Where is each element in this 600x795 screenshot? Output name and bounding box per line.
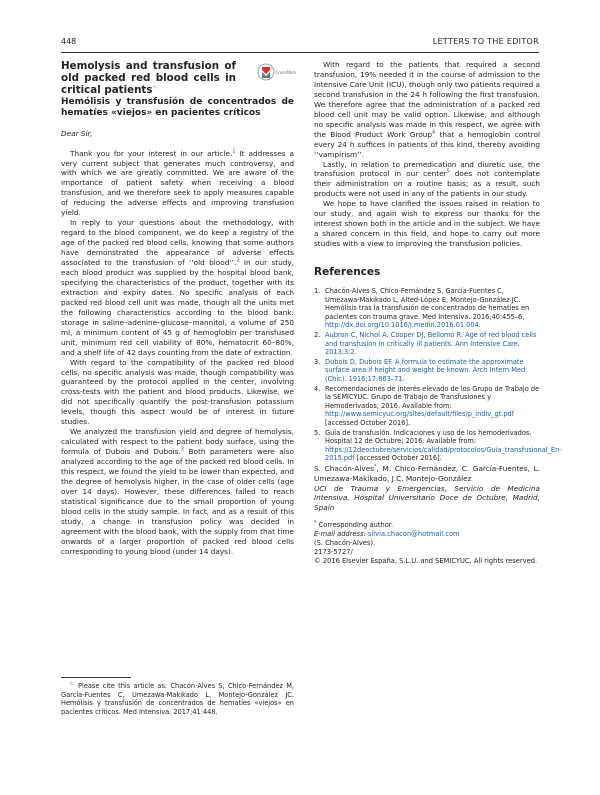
body-paragraph — [61, 149, 294, 219]
reference-number: 1. — [314, 287, 321, 296]
reference-link[interactable]: Dubois D, Dubois EF. A formula to estimate the approximate surface area if height and weight be known. Arch Intern Med (Chic). 1916;17:863–71. — [325, 357, 526, 383]
other-authors: , M. Chico-Fernández, C. García-Fuentes, L. Umezawa-Makikado, J.C. Montejo-González — [314, 463, 540, 483]
paragraph-text: Both parameters were also analyzed according to the age of the packed red blood cells. In this respect, we found the yield to be lower than expected, and the degree of hemolysis higher, in the case of older cells (age over 14 days). However, these differences failed to reach statistical significance due to the small proportion of young blood cells in the study sample. In fact, and as a result of this study, a change in transfusion policy was decided in agreement with the blood bank, with the supply from that time onwards of a larger proportion of packed red blood cells corresponding to young blood (under 14 days). — [61, 447, 294, 556]
reference-text: Chacón-Alves S, Chico-Fernández S, García-Fuentes C, Umezawa-Makikado L, Alted-López E, Montejo-González JC. Hemólisis tras la transfusión de concentrados de hematíes en pacientes con trauma grave. Med Intensiva. 2016;40:455–6, — [325, 287, 530, 321]
footnote-text — [61, 682, 294, 717]
paragraph-text: With regard to the compatibility of the packed red blood cells, no specific analysis was made, though compatibility was guaranteed by the protocol applied in the center, involving cross-tests with the patient and blood products. Likewise, we did not specifically quantify the post-transfusion potassium levels, though this aspect would be of interest in future studies. — [61, 357, 294, 427]
issn: 2173-5727/ — [314, 547, 353, 556]
reference-text: [accessed October 2016]. — [354, 454, 442, 463]
paragraph-text: does not contemplate their administration on a routine basis; as a result, such products were not used in any of the patients in our study. — [314, 169, 540, 199]
reference-number: 4. — [314, 384, 321, 393]
reference-link[interactable]: http://dx.doi.org/10.1016/j.medin.2016.01.004 — [325, 321, 479, 330]
body-paragraph — [314, 160, 540, 200]
page-header — [61, 37, 539, 49]
salutation: Dear Sir, — [61, 128, 93, 138]
paragraph-text: Thank you for your interest in our article. — [70, 148, 233, 158]
corresponding-author-note — [314, 521, 540, 530]
footnote-mark: ☆ — [69, 680, 75, 687]
copyright: © 2016 Elsevier España, S.L.U. and SEMICYUC. All rights reserved. — [314, 556, 538, 565]
paragraph-text: that a hemoglobin control every 24 h suffices in patients of this kind, thereby avoiding ‘‘vampirism’’. — [314, 129, 540, 159]
reference-text: [accessed October 2016]. — [325, 418, 411, 427]
body-paragraph — [314, 60, 540, 160]
section-title: LETTERS TO THE EDITOR — [432, 37, 539, 46]
citation-link[interactable]: 1 — [232, 148, 236, 155]
reference-number: 3. — [314, 357, 321, 366]
references-title: References — [314, 266, 381, 279]
author-affiliation: UCI de Trauma y Emergencias, Servicio de Medicina Intensiva, Hospital Universitario Doce de Octubre, Madrid, Spain — [314, 483, 540, 513]
first-author: S. Chacón-Alves — [314, 463, 375, 473]
reference-item — [314, 331, 540, 357]
references-list — [314, 287, 562, 463]
paragraph-text: It addresses a very current subject that generates much controversy, and with which we are greatly committed. We are aware of the importance of patient safety when receiving a blood transfusion, and we therefore seek to apply measures capable of reducing the adverse effects and improving transfusion yield. — [61, 148, 294, 218]
reference-number: 2. — [314, 331, 321, 340]
corresponding-label: Corresponding author. — [318, 521, 394, 530]
corresponding-mark[interactable]: * — [374, 463, 377, 470]
article-title-es: Hemólisis y transfusión de concentrados de hematíes «viejos» en pacientes críticos — [61, 96, 294, 118]
body-paragraph — [61, 427, 294, 556]
header-rule — [61, 52, 539, 53]
body-paragraph — [61, 218, 294, 357]
citation-link[interactable]: 2 — [236, 257, 240, 264]
author-line — [314, 464, 540, 484]
paragraph-text: In our study, each blood product was supplied by the hospital blood bank, specifying the characteristics of the product, together with its extraction and expiry dates. No specific analysis of each packed red blood cell unit was made, though all the units met the following characteristics according to the blood bank: storage in saline–adenine–glucose–mannitol, a volume of 250 ml, a minimum content of 45 g of hemoglobin per transfused unit, minimum red cell viability of 80%, hematocrit 60–80%, and a shelf life of 42 days counting from the date of extraction. — [61, 258, 294, 357]
corresponding-note-mark: * — [314, 520, 317, 527]
footnote-rule — [61, 677, 131, 678]
contact-block — [314, 521, 540, 565]
left-paragraphs — [61, 149, 294, 557]
left-column — [61, 60, 297, 557]
reference-link[interactable]: https://12deoctubre/servicios/calidad/protocolos/Guia_transfusional_En-2015.pdf — [325, 445, 562, 463]
body-paragraph — [61, 358, 294, 428]
citation-link[interactable]: 5 — [446, 169, 450, 176]
reference-item — [314, 385, 540, 428]
reference-link[interactable]: http://www.semicyuc.org/sites/default/files/p_indiv_gt.pdf — [325, 410, 515, 419]
paragraph-text: We hope to have clarified the issues raised in relation to our study, and again wish to express our thanks for the interest shown both in the article and in the subject. We have a shared concern in this field, and hope to carry out more studies with a view to improving the transfusion policies. — [314, 199, 540, 249]
page-number: 448 — [61, 37, 77, 46]
citation-link[interactable]: 3 — [180, 446, 184, 453]
article-title-en — [61, 60, 236, 97]
email-name: (S. Chacón-Alves). — [314, 538, 376, 547]
article-title-en-text: Hemolysis and transfusion of old packed red blood cells in critical patients — [61, 60, 236, 97]
reference-item — [314, 287, 540, 330]
footnote — [61, 677, 294, 717]
reference-item — [314, 428, 562, 463]
reference-text: Guía de transfusión. Indicaciones y uso de los hemoderivados. Hospital 12 de Octubre; 2016. Available from: — [325, 428, 532, 446]
right-paragraphs — [314, 60, 540, 249]
paragraph-text: Lastly, in relation to premedication and diuretic use, the transfusion protocol in our center — [314, 159, 540, 179]
paragraph-text: We analyzed the transfusion yield and degree of hemolysis, calculated with respect to the patient body surface, using the formula of Dubois and Dubois. — [61, 427, 294, 457]
crossmark-logo-icon[interactable] — [257, 61, 297, 83]
right-column — [314, 60, 562, 565]
crossmark-label: CrossMark — [275, 70, 297, 75]
reference-text: . — [478, 321, 481, 330]
citation-link[interactable]: 4 — [432, 129, 436, 136]
paragraph-text: In reply to your questions about the methodology, with regard to the blood component, we do keep a registry of the age of the packed red blood cells, knowing that some authors have demonstrated the appearance of adverse effects associated to the transfusion of ‘‘old blood’’. — [61, 218, 294, 268]
reference-text: Recomendaciones de interés elevado de los Grupo de Trabajo de la SEMICYUC. Grupo de Trabajo de Transfusiones y Hemoderivados; 2016. Available from: — [325, 384, 540, 410]
title-footnote-mark[interactable]: ☆ — [152, 84, 157, 91]
reference-item — [314, 358, 540, 384]
email-label: E-mail address: — [314, 530, 366, 539]
reference-link[interactable]: Aubron C, Nichol A, Cooper DJ, Bellomo R. Age of red blood cells and transfusion in critically ill patients. Ann Intensive Care. 2013;3:2. — [325, 331, 537, 357]
email-line — [314, 530, 540, 539]
footnote-body: Please cite this article as: Chacón-Alves S, Chico-Fernández M, García-Fuentes C, Umezawa-Makikado L, Montejo-González JC. Hemólisis y transfusión de concentrados de hematíes «viejos» en pacientes críticos. Med Intensiva. 2017;41:448. — [61, 682, 295, 717]
reference-number: 5. — [314, 428, 321, 437]
body-paragraph — [314, 199, 540, 249]
paragraph-text: With regard to the patients that required a second transfusion, 19% needed it in the course of admission to the Intensive Care Unit (ICU), though only two patients required a second transfusion in the 24 h following the first transfusion. We therefore agree that the administration of a packed red blood cell unit may be valid option. Likewise, and although no specific analysis was made in this respect, we agree with the Blood Product Work Group — [314, 60, 540, 139]
email-link[interactable]: silvia.chacon@hotmail.com — [367, 530, 460, 539]
